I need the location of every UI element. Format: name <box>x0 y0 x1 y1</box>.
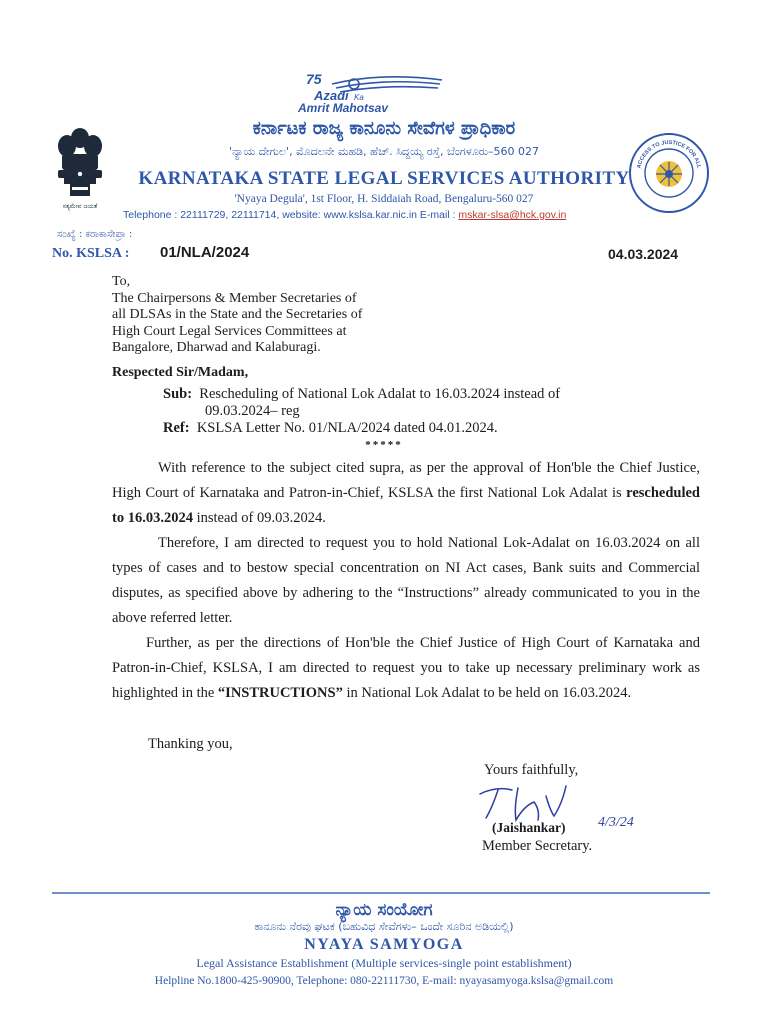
svg-text:4/3/24: 4/3/24 <box>598 815 634 830</box>
paragraph-3-tail: in National Lok Adalat to be held on 16.03.2024. <box>342 685 632 701</box>
recipient-address <box>112 274 362 357</box>
paragraph-1-tail: instead of 09.03.2024. <box>192 510 326 526</box>
separator: ***** <box>365 439 403 451</box>
reference-label: Ref: <box>163 420 190 436</box>
footer-title: NYAYA SAMYOGA <box>304 936 464 953</box>
svg-text:ACCESS TO JUSTICE FOR ALL: ACCESS TO JUSTICE FOR ALL <box>636 139 702 170</box>
paragraph-1-text: With reference to the subject cited supra, as per the approval of Hon'ble the Chief Justice, High Court of Karnataka and Patron-in-Chief, KSLSA the first National Lok Adalat is <box>112 460 700 501</box>
signer-designation: Member Secretary. <box>482 838 593 854</box>
yours-faithfully: Yours faithfully, <box>484 762 579 778</box>
footer-divider <box>52 892 710 894</box>
paragraph-1 <box>112 456 700 531</box>
paragraph-3-emphasis: “INSTRUCTIONS” <box>217 685 343 701</box>
letter-number: 01/NLA/2024 <box>160 244 250 261</box>
paragraph-1-emphasis: rescheduled to 16.03.2024 <box>112 485 700 526</box>
kannada-number-label: ಸಂಖ್ಯೆ : ಕರಾಕಾಸೇಪ್ರಾ : <box>57 229 133 240</box>
azadi-ka-amrit-mahotsav-logo <box>292 70 462 118</box>
reference-line <box>163 420 498 437</box>
footer-kannada-title: ನ್ಯಾಯ ಸಂಯೋಗ <box>335 900 433 920</box>
svg-text:Ka: Ka <box>354 93 364 102</box>
paragraph-3-text: Further, as per the directions of Hon'ble the Chief Justice of High Court of Karnataka and Patron-in-Chief, KSLSA, I am directed to request you to take up necessary preliminary work as highlighted in the <box>112 635 700 701</box>
kannada-address: 'ನ್ಯಾಯ ದೇಗುಲ', ಮೊದಲನೇ ಮಹಡಿ, ಹೆಚ್. ಸಿದ್ದಯ್ಯ ರಸ್ತೆ, ಬೆಂಗಳೂರು–560 027 <box>228 145 540 158</box>
contact-text: Telephone : 22111729, 22111714, website: www.kslsa.kar.nic.in E-mail : <box>123 209 459 221</box>
address-line: all DLSAs in the State and the Secretaries of <box>112 307 363 322</box>
address-line: The Chairpersons & Member Secretaries of <box>112 290 357 306</box>
svg-text:Amrit Mahotsav: Amrit Mahotsav <box>298 101 389 115</box>
email-link[interactable]: mskar-slsa@hck.gov.in <box>458 209 567 221</box>
salutation: Respected Sir/Madam, <box>112 365 249 380</box>
svg-text:ಸತ್ಯಮೇವ ಜಯತೆ: ಸತ್ಯಮೇವ ಜಯತೆ <box>62 203 98 210</box>
subject-text: Rescheduling of National Lok Adalat to 16.03.2024 instead of <box>199 386 561 402</box>
address-line: Bangalore, Dharwad and Kalaburagi. <box>112 340 321 355</box>
reference-text: KSLSA Letter No. 01/NLA/2024 dated 04.01.2024. <box>196 420 498 436</box>
footer-contact: Helpline No.1800-425-90900, Telephone: 080-22111730, E-mail: nyayasamyoga.kslsa@gmail.com <box>154 975 614 987</box>
address-line: High Court Legal Services Committees at <box>112 323 347 339</box>
authority-address: 'Nyaya Degula', 1st Floor, H. Siddaiah Road, Bengaluru-560 027 <box>234 193 534 205</box>
paragraph-3 <box>112 631 700 706</box>
signer-name: (Jaishankar) <box>492 820 566 835</box>
authority-title: KARNATAKA STATE LEGAL SERVICES AUTHORITY <box>138 168 630 189</box>
footer-kannada-subtitle: ಕಾನೂನು ನೆರವು ಘಟಕ (ಬಹುವಿಧ ಸೇವೆಗಳು– ಒಂದೇ ಸೂರಿನ ಅಡಿಯಲ್ಲಿ) <box>254 920 514 933</box>
letter-number-label: No. KSLSA : <box>52 246 130 261</box>
svg-text:75: 75 <box>306 71 322 87</box>
contact-line <box>123 209 566 221</box>
footer-subtitle: Legal Assistance Establishment (Multiple services-single point establishment) <box>196 956 572 970</box>
address-line: To, <box>112 274 131 289</box>
subject-line <box>163 386 560 403</box>
letter-date: 04.03.2024 <box>608 246 679 262</box>
svg-text:Azadi: Azadi <box>314 88 349 103</box>
subject-label: Sub: <box>163 386 193 402</box>
thanking-line: Thanking you, <box>148 736 233 752</box>
paragraph-2: Therefore, I am directed to request you to hold National Lok-Adalat on 16.03.2024 on all types of cases and to bestow special concentration on NI Act cases, Bank suits and Commercial disputes, as specified above by adhering to the “Instructions” already communicated to you in the above referred letter. <box>112 535 700 626</box>
kannada-authority-title: ಕರ್ನಾಟಕ ರಾಜ್ಯ ಕಾನೂನು ಸೇವೆಗಳ ಪ್ರಾಧಿಕಾರ <box>252 118 516 139</box>
subject-continuation: 09.03.2024– reg <box>205 403 300 419</box>
